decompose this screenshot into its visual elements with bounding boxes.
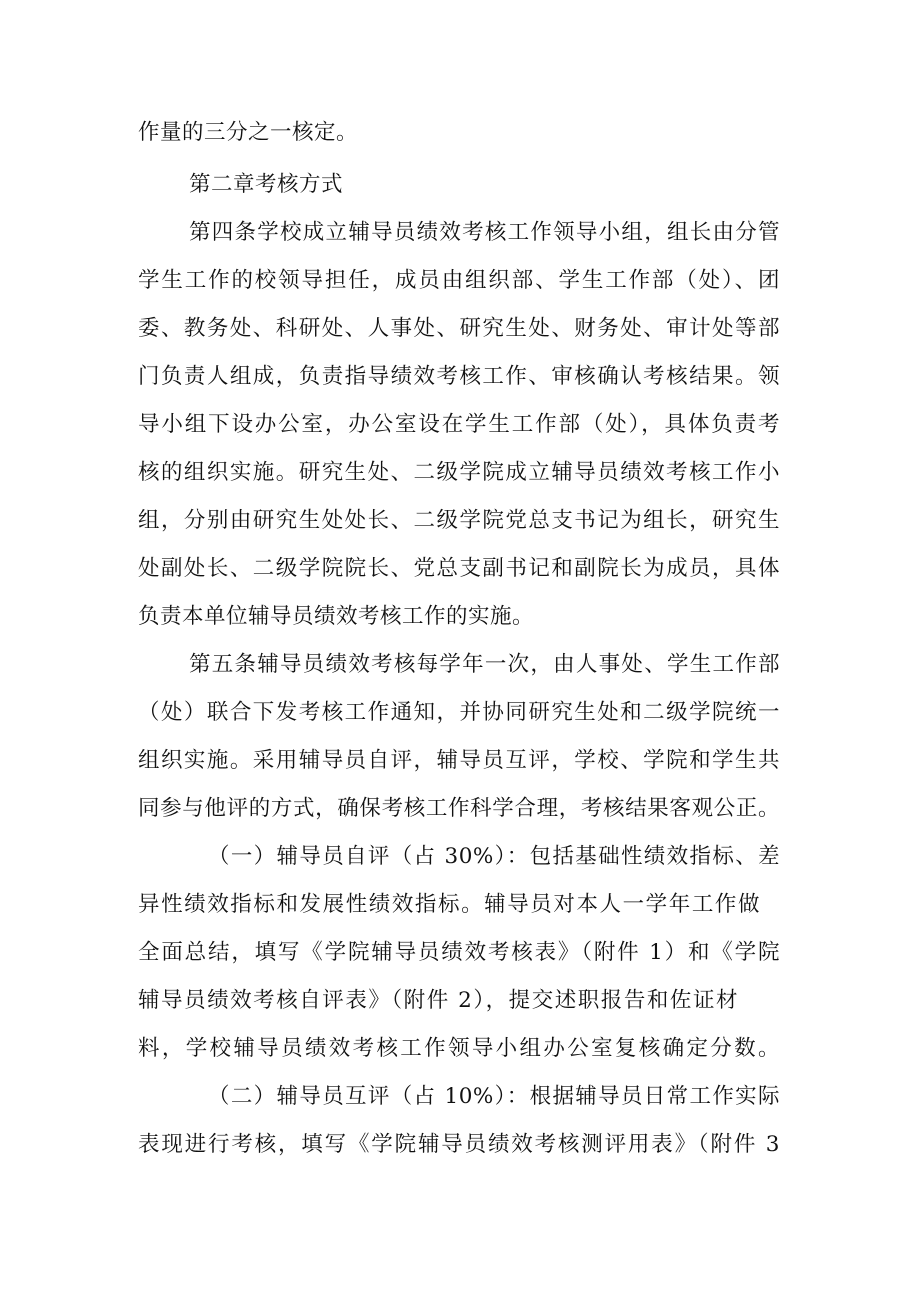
text-line-3: 第四条学校成立辅导员绩效考核工作领导小组，组长由分管 [189, 220, 780, 245]
chapter-heading: 第二章考核方式 [189, 172, 344, 197]
text-line-16: （一）辅导员自评（占 30%）：包括基础性绩效指标、差 [208, 844, 780, 869]
text-line-18: 全面总结，填写《学院辅导员绩效考核表》（附件 1）和《学院 [138, 940, 780, 965]
text-line-14: 组织实施。采用辅导员自评，辅导员互评，学校、学院和学生共 [138, 748, 780, 773]
text-line-4: 学生工作的校领导担任，成员由组织部、学生工作部（处）、团 [138, 268, 780, 293]
text-line-11: 负责本单位辅导员绩效考核工作的实施。 [138, 604, 535, 629]
text-line-7: 导小组下设办公室，办公室设在学生工作部（处），具体负责考 [138, 412, 780, 437]
text-line-21: （二）辅导员互评（占 10%）：根据辅导员日常工作实际 [208, 1084, 780, 1109]
text-line-1: 作量的三分之一核定。 [138, 120, 359, 145]
text-line-15: 同参与他评的方式，确保考核工作科学合理，考核结果客观公正。 [138, 796, 780, 821]
text-line-5: 委、教务处、科研处、人事处、研究生处、财务处、审计处等部 [138, 316, 780, 341]
text-line-19: 辅导员绩效考核自评表》（附件 2），提交述职报告和佐证材 [138, 988, 738, 1013]
text-line-20: 料，学校辅导员绩效考核工作领导小组办公室复核确定分数。 [138, 1036, 780, 1061]
text-line-12: 第五条辅导员绩效考核每学年一次，由人事处、学生工作部 [189, 652, 780, 677]
text-line-17: 异性绩效指标和发展性绩效指标。辅导员对本人一学年工作做 [138, 892, 760, 917]
text-line-9: 组，分别由研究生处处长、二级学院党总支书记为组长，研究生 [138, 508, 780, 533]
text-line-22: 表现进行考核，填写《学院辅导员绩效考核测评用表》（附件 3 [138, 1132, 780, 1157]
text-line-8: 核的组织实施。研究生处、二级学院成立辅导员绩效考核工作小 [138, 460, 780, 485]
text-line-6: 门负责人组成，负责指导绩效考核工作、审核确认考核结果。领 [138, 364, 780, 389]
text-line-10: 处副处长、二级学院院长、党总支副书记和副院长为成员，具体 [138, 556, 780, 581]
text-line-13: （处）联合下发考核工作通知，并协同研究生处和二级学院统一 [138, 700, 780, 725]
